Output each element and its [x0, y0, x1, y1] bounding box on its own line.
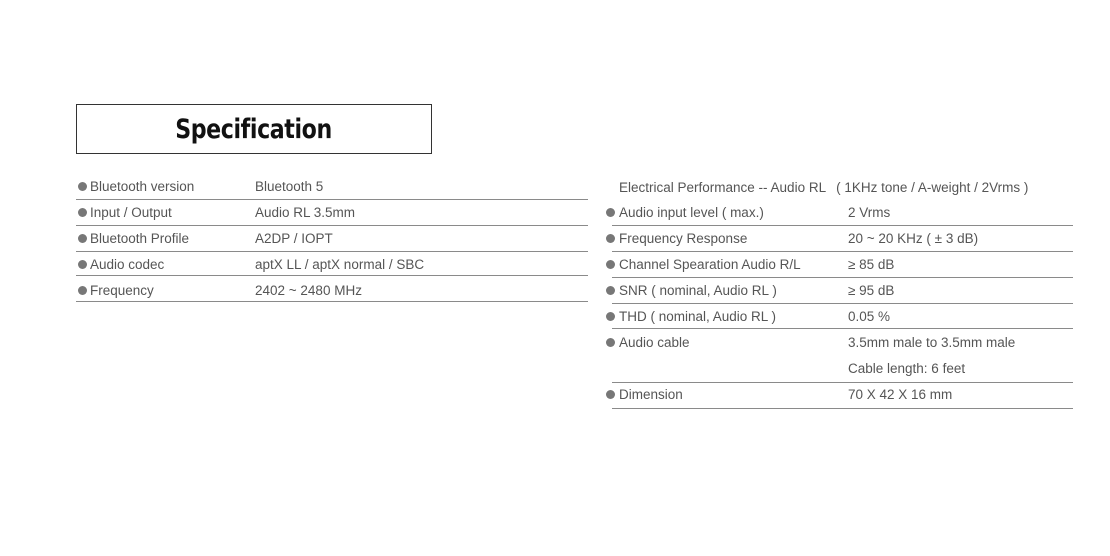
spec-value: 70 X 42 X 16 mm	[848, 387, 953, 402]
divider	[612, 328, 1073, 329]
spec-value: ≥ 95 dB	[848, 283, 895, 298]
spec-value: 2 Vrms	[848, 205, 891, 220]
divider	[76, 251, 588, 252]
spec-label: Audio codec	[90, 257, 165, 272]
spec-label: Bluetooth Profile	[90, 231, 190, 246]
specification-title-box	[76, 104, 432, 154]
divider	[612, 251, 1073, 252]
bullet-icon	[78, 208, 87, 217]
bullet-icon	[606, 338, 615, 347]
divider	[76, 199, 588, 200]
spec-label: SNR ( nominal, Audio RL )	[619, 283, 777, 298]
spec-label: Input / Output	[90, 205, 172, 220]
bullet-icon	[78, 260, 87, 269]
divider	[76, 225, 588, 226]
bullet-icon	[78, 182, 87, 191]
section-heading: Electrical Performance -- Audio RL	[619, 180, 827, 195]
spec-value-secondary: Cable length: 6 feet	[848, 361, 966, 376]
spec-value: 2402 ~ 2480 MHz	[255, 283, 362, 298]
spec-label: Audio cable	[619, 335, 690, 350]
spec-label: Channel Spearation Audio R/L	[619, 257, 801, 272]
spec-label: Frequency Response	[619, 231, 748, 246]
divider	[612, 408, 1073, 409]
divider	[612, 382, 1073, 383]
bullet-icon	[606, 234, 615, 243]
divider	[612, 225, 1073, 226]
bullet-icon	[606, 208, 615, 217]
bullet-icon	[78, 234, 87, 243]
spec-value: 3.5mm male to 3.5mm male	[848, 335, 1016, 350]
spec-label: Dimension	[619, 387, 683, 402]
page-title: Specification	[175, 113, 333, 145]
bullet-icon	[606, 390, 615, 399]
divider	[76, 301, 588, 302]
divider	[612, 277, 1073, 278]
spec-label: THD ( nominal, Audio RL )	[619, 309, 777, 324]
spec-value: ≥ 85 dB	[848, 257, 895, 272]
spec-value: 0.05 %	[848, 309, 891, 324]
divider	[612, 303, 1073, 304]
bullet-icon	[606, 312, 615, 321]
spec-label: Bluetooth version	[90, 179, 195, 194]
spec-label: Audio input level ( max.)	[619, 205, 764, 220]
spec-value: aptX LL / aptX normal / SBC	[255, 257, 425, 272]
electrical-performance-header	[619, 180, 1028, 195]
spec-label: Frequency	[90, 283, 154, 298]
bullet-icon	[78, 286, 87, 295]
spec-value: Audio RL 3.5mm	[255, 205, 356, 220]
bullet-icon	[606, 286, 615, 295]
spec-value: Bluetooth 5	[255, 179, 324, 194]
spec-value: A2DP / IOPT	[255, 231, 333, 246]
divider	[76, 275, 588, 276]
spec-value: 20 ~ 20 KHz ( ± 3 dB)	[848, 231, 979, 246]
section-condition: ( 1KHz tone / A-weight / 2Vrms )	[836, 180, 1029, 195]
bullet-icon	[606, 260, 615, 269]
